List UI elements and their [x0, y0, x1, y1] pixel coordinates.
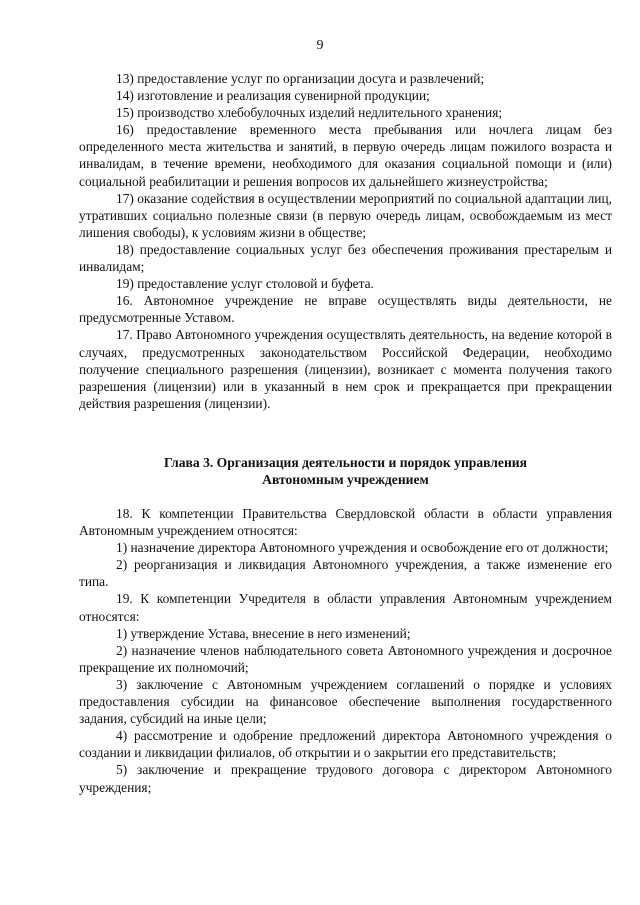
clause-paragraph: 16. Автономное учреждение не вправе осуществлять виды деятельности, не предусмотренные Уставом.	[79, 293, 612, 326]
section-management	[79, 505, 612, 796]
chapter-heading-line-2: Автономным учреждением	[262, 471, 429, 487]
clause-paragraph: 17. Право Автономного учреждения осуществлять деятельность, на ведение которой в случаях, предусмотренных законодательством Российской Федерации, необходимо получение специального разрешения (лицензии), возникает с момента получения такого разрешения (лицензии) или в указанный в нем срок и прекращается при прекращении действия разрешения (лицензии).	[79, 327, 612, 411]
list-item: 18) предоставление социальных услуг без обеспечения проживания престарелым и инвалидам;	[79, 241, 612, 275]
page-number: 9	[316, 38, 324, 53]
clause-paragraph: 19. К компетенции Учредителя в области управления Автономным учреждением относятся:	[79, 591, 612, 624]
list-item: 4) рассмотрение и одобрение предложений директора Автономного учреждения о создании и ликвидации филиалов, об открытии и о закрытии его представительств;	[79, 728, 612, 761]
list-item: 13) предоставление услуг по организации досуга и развлечений;	[116, 71, 485, 86]
list-item: 2) реорганизация и ликвидация Автономного учреждения, а также изменение его типа.	[79, 557, 612, 590]
list-item: 17) оказание содействия в осуществлении мероприятий по социальной адаптации лиц, утративших социально полезные связи (в первую очередь лицам, освобождаемым из мест лишения свободы), к условиям жизни в обществе;	[79, 190, 612, 240]
list-item: 3) заключение с Автономным учреждением соглашений о порядке и условиях предоставления субсидии на финансовое обеспечение выполнения государственного задания, субсидий на иные цели;	[79, 676, 612, 727]
list-item: 15) производство хлебобулочных изделий недлительного хранения;	[116, 105, 503, 121]
list-item: 1) утверждение Устава, внесение в него изменений;	[116, 625, 411, 641]
list-item: 2) назначение членов наблюдательного совета Автономного учреждения и досрочное прекращение их полномочий;	[79, 642, 612, 675]
list-item: 14) изготовление и реализация сувенирной продукции;	[116, 88, 430, 104]
list-item: 1) назначение директора Автономного учреждения и освобождение его от должности;	[116, 540, 609, 556]
list-item: 5) заключение и прекращение трудового договора с директором Автономного учреждения;	[79, 762, 612, 795]
list-item: 19) предоставление услуг столовой и буфета.	[116, 276, 374, 292]
section-activities	[79, 70, 612, 412]
clause-paragraph: 18. К компетенции Правительства Свердловской области в области управления Автономным учреждением относятся:	[79, 506, 612, 539]
chapter-heading	[79, 455, 612, 488]
chapter-heading-line-1: Глава 3. Организация деятельности и порядок управления	[164, 455, 527, 470]
list-item: 16) предоставление временного места пребывания или ночлега лицам без определенного места жительства и занятий, в первую очередь лицам пожилого возраста и инвалидам, в течение времени, необходимого для оказания социальной помощи и (или) социальной реабилитации и решения вопросов их дальнейшего жизнеустройства;	[79, 122, 612, 189]
